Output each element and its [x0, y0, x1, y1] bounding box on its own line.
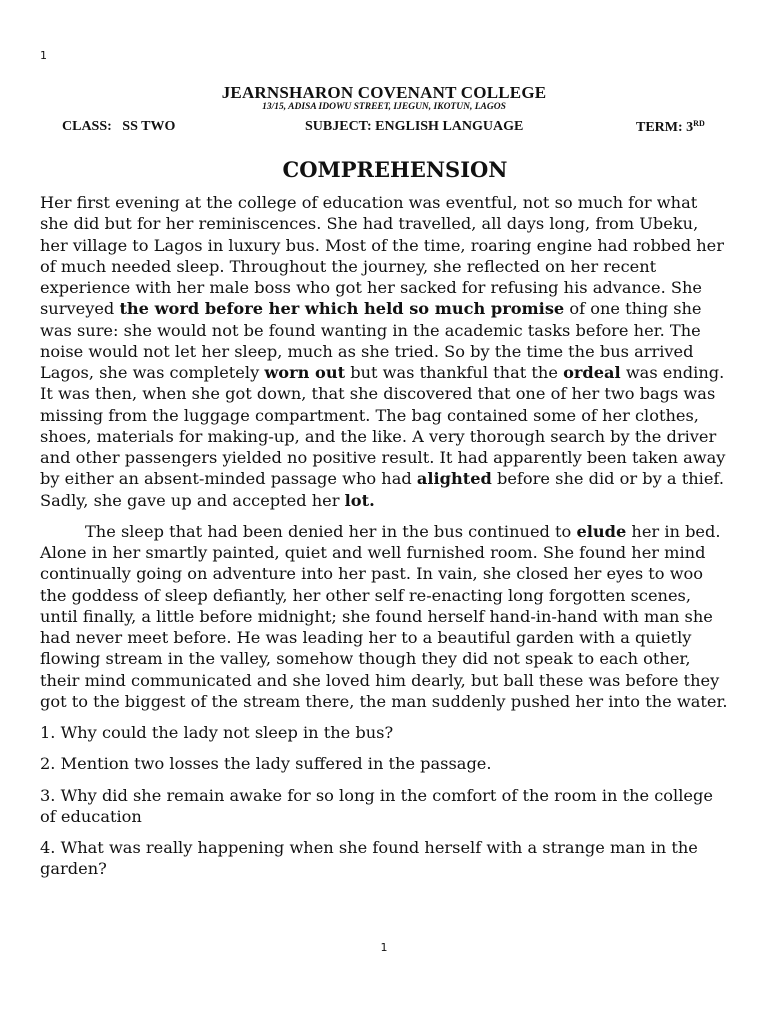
paragraph-2-text-1: The sleep that had been denied her in the bus continued to: [85, 521, 577, 541]
paragraph-1-text-2: of one thing she was sure: she would not be found wanting in the academic tasks before her. The noise would not let her sleep, much as she tried. So by the time the bus arrived Lagos, she was completely: [40, 299, 702, 382]
class-value: SS TWO: [122, 119, 176, 134]
paragraph-2: [40, 521, 730, 712]
paragraph-1-bold-3: ordeal: [563, 363, 621, 382]
term-superscript: RD: [693, 119, 705, 128]
page-number-top: 1: [40, 49, 47, 62]
paragraph-1-bold-2: worn out: [264, 363, 346, 382]
paragraph-1-text-4: was ending. It was then, when she got down, that she discovered that one of her two bags was missing from the luggage compartment. The bag contained some of her clothes, shoes, materials for making-up, and the like. A very thorough search by the driver and other passengers yielded no positive result. It had apparently been taken away by either an absent-minded passage who had: [40, 363, 726, 489]
passage: [40, 192, 730, 890]
question-3: 3. Why did she remain awake for so long in the comfort of the room in the college of education: [40, 785, 713, 826]
class-label: CLASS:: [62, 119, 112, 134]
paragraph-1-bold-4: alighted: [416, 469, 492, 489]
subject-info: SUBJECT: ENGLISH LANGUAGE: [305, 119, 524, 134]
question-1: 1. Why could the lady not sleep in the bus?: [40, 723, 394, 742]
paragraph-1-text-1: Her first evening at the college of education was eventful, not so much for what she did but for her reminiscences. She had travelled, all days long, from Ubeku, her village to Lagos in luxury bus. Most of the time, roaring engine had robbed her of much needed sleep. Throughout the journey, she reflected on her recent experience with her male boss who got her sacked for refusing his advance. She surveyed: [40, 193, 725, 319]
page-number-bottom: 1: [380, 941, 388, 954]
paragraph-1: [40, 192, 730, 511]
question-4: 4. What was really happening when she found herself with a strange man in the garden?: [40, 838, 698, 879]
paragraph-1-text-5: before she did or by a thief. Sadly, she gave up and accepted her: [40, 469, 724, 510]
question-2: 2. Mention two losses the lady suffered in the passage.: [40, 754, 492, 774]
paragraph-2-bold-1: elude: [576, 521, 627, 541]
paragraph-1-bold-1: the word before her which held so much promise: [119, 299, 565, 319]
school-name: JEARNSHARON COVENANT COLLEGE: [221, 83, 547, 102]
paragraph-1-text-3: but was thankful that the: [345, 363, 564, 382]
class-info: [62, 119, 175, 135]
term-label: TERM: 3: [636, 120, 694, 135]
paragraph-1-bold-5: lot.: [344, 490, 375, 510]
paragraph-2-text-2: her in bed. Alone in her smartly painted, quiet and well furnished room. She found her mind continually going on adventure into her past. In vain, she closed her eyes to woo the goddess of sleep defiantly, her other self re-enacting long forgotten scenes, until finally, a little before midnight; she found herself hand-in-hand with man she had never meet before. He was leading her to a beautiful garden with a quietly flowing stream in the valley, somehow though they did not speak to each other, their mind communicated and she loved him dearly, but ball these was before they got to the biggest of the stream there, the man suddenly pushed her into the water.: [40, 521, 728, 711]
school-address: 13/15, ADISA IDOWU STREET, IJEGUN, IKOTUN, LAGOS: [262, 102, 506, 112]
term-info: [636, 119, 705, 136]
page-title: COMPREHENSION: [282, 157, 508, 182]
